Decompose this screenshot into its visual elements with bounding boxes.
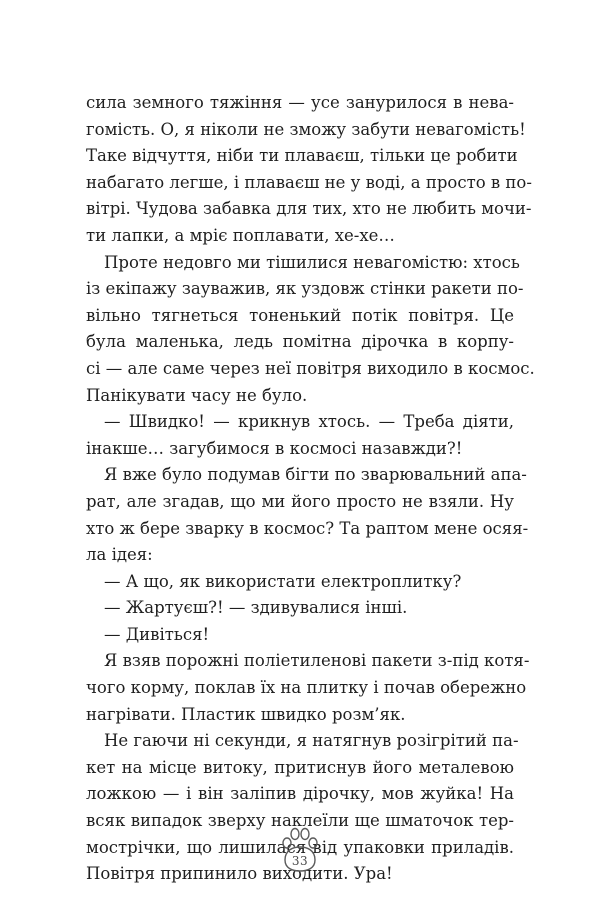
text-line: Не гаючи ні секунди, я натягнув розігрітий па- <box>104 731 519 751</box>
text-line: Повітря припинило виходити. Ура! <box>86 864 393 884</box>
text-line: — Швидко! — крикнув хтось. — Треба діяти, <box>104 412 514 432</box>
text-line: вітрі. Чудова забавка для тих, хто не любить мочи- <box>86 199 532 219</box>
text-line: вільно тягнеться тоненький потік повітря. Це <box>86 305 514 325</box>
text-line: сила земного тяжіння — усе занурилося в нева- <box>86 93 514 112</box>
text-line: інакше… загубимося в космосі назавжди?! <box>86 438 463 458</box>
text-line: кет на місце витоку, притиснув його металевою <box>86 757 514 777</box>
text-line: всяк випадок зверху наклеїли ще шматочок тер- <box>86 811 514 831</box>
text-line: Я вже було подумав бігти по зварювальний апа- <box>104 465 527 485</box>
text-line: набагато легше, і плаваєш не у воді, а просто в по- <box>86 172 532 192</box>
text-line: чого корму, поклав їх на плитку і почав обережно <box>86 678 527 698</box>
page-number: 33 <box>291 854 309 868</box>
text-line: ложкою — і він заліпив дірочку, мов жуйка! На <box>86 784 514 804</box>
text-line: Таке відчуття, ніби ти плаваєш, тільки це робити <box>86 146 518 166</box>
text-line: Проте недовго ми тішилися невагомістю: хтось <box>104 252 520 272</box>
text-line: була маленька, ледь помітна дірочка в корпу- <box>86 332 514 352</box>
text-line: ла ідея: <box>86 545 153 565</box>
text-line: ти лапки, а мріє поплавати, хе-хе… <box>86 225 395 245</box>
text-line: Я взяв порожні поліетиленові пакети з-під котя- <box>104 651 530 671</box>
body-text <box>86 90 535 888</box>
text-line: хто ж бере зварку в космос? Та раптом мене осяя- <box>86 518 529 538</box>
text-line: Панікувати часу не було. <box>86 385 308 405</box>
paw-print-icon <box>277 826 323 876</box>
text-line: мострічки, що лишилася від упаковки приладів. <box>86 837 514 857</box>
text-line: — Жартуєш?! — здивувалися інші. <box>104 598 408 618</box>
text-line: — А що, як використати електроплитку? <box>104 571 462 591</box>
text-line: — Дивіться! <box>104 624 210 644</box>
text-line: нагрівати. Пластик швидко розм’як. <box>86 704 406 724</box>
text-line: гомість. О, я ніколи не зможу забути невагомість! <box>86 119 526 139</box>
text-line: рат, але згадав, що ми його просто не взяли. Ну <box>86 491 514 511</box>
text-line: сі — але саме через неї повітря виходило в космос. <box>86 358 535 378</box>
text-line: із екіпажу зауважив, як уздовж стінки ракети по- <box>86 279 524 299</box>
page-folio <box>277 826 323 876</box>
